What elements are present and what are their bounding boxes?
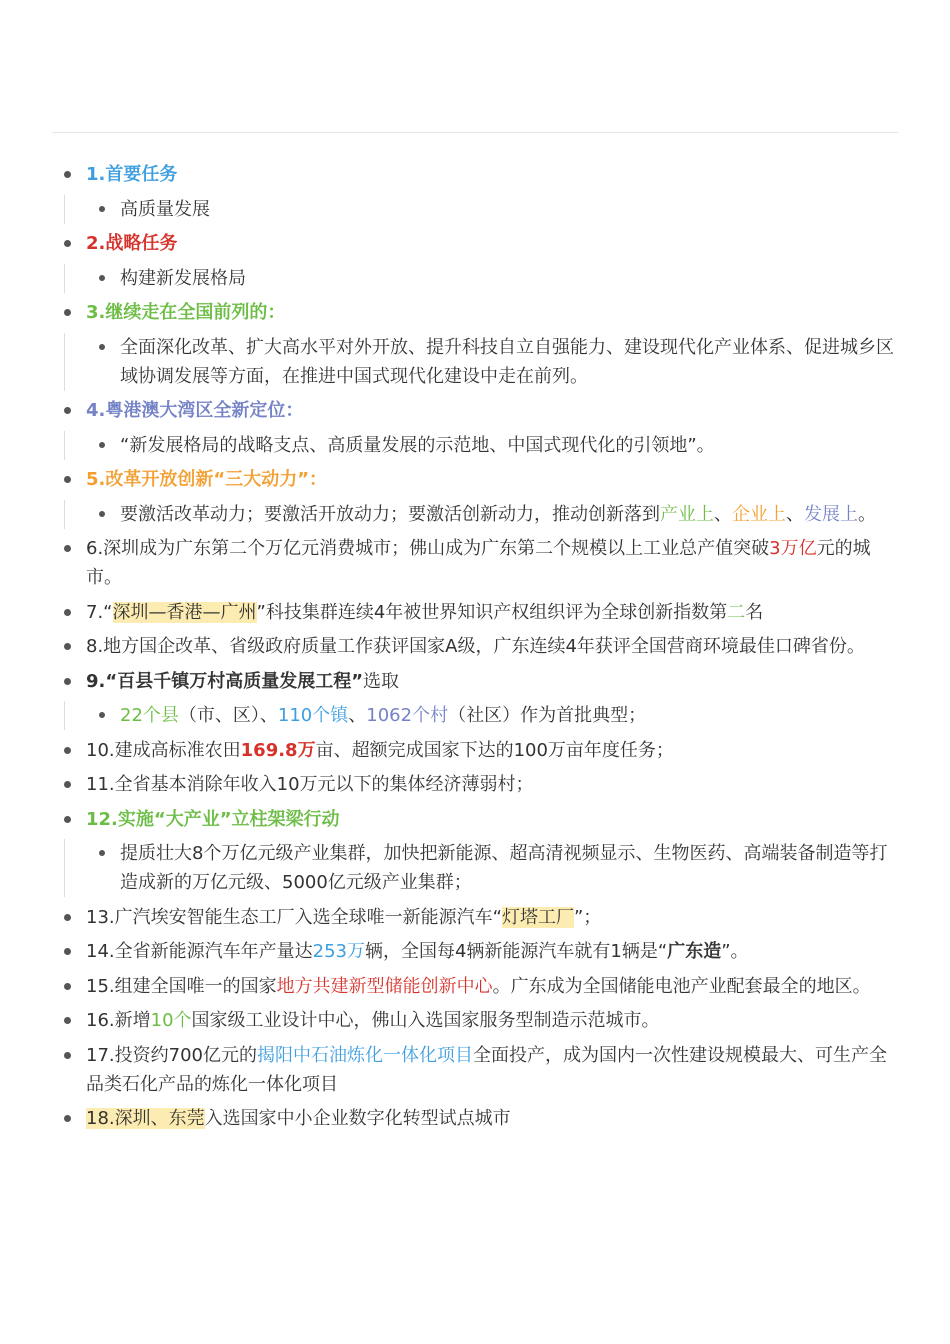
bullet-icon bbox=[64, 747, 71, 754]
separator-text: 、 bbox=[786, 503, 804, 525]
item-text: 7.“ bbox=[86, 601, 113, 623]
sub-item-text: 要激活改革动力；要激活开放动力；要激活创新动力，推动创新落到 bbox=[120, 503, 660, 525]
bullet-icon bbox=[64, 678, 71, 685]
item-text: 亩、超额完成国家下达的100万亩年度任务； bbox=[315, 739, 674, 761]
sub-item-text: 全面深化改革、扩大高水平对外开放、提升科技自立自强能力、建设现代化产业体系、促进城乡区域协调发展等方面，在推进中国式现代化建设中走在前列。 bbox=[120, 336, 894, 387]
bullet-icon bbox=[64, 545, 71, 552]
item-text: 11.全省基本消除年收入10万元以下的集体经济薄弱村； bbox=[86, 774, 534, 795]
sub-list-item bbox=[64, 701, 902, 730]
bullet-icon bbox=[64, 171, 71, 178]
highlight-rank: 二 bbox=[727, 601, 746, 623]
item-text: 辆，全国每4辆新能源汽车就有1辆是“ bbox=[364, 941, 668, 962]
bullet-icon bbox=[99, 344, 105, 350]
item-title: 4.粤港澳大湾区全新定位： bbox=[86, 400, 304, 421]
bullet-icon bbox=[64, 643, 71, 650]
sub-item-text: （市、区）、 bbox=[178, 705, 278, 726]
item-text: 。广东成为全国储能电池产业配套最全的地区。 bbox=[492, 975, 871, 997]
item-title: 9.“百县千镇万村高质量发展工程” bbox=[86, 670, 364, 692]
item-text: ”。 bbox=[721, 941, 749, 962]
highlight-value: 3万亿 bbox=[769, 538, 817, 559]
sub-list-item bbox=[64, 333, 902, 391]
highlight-lighthouse: 灯塔工厂 bbox=[501, 906, 574, 928]
item-text: 选取 bbox=[363, 670, 400, 692]
sub-item-text: 高质量发展 bbox=[120, 198, 210, 220]
item-text: 8.地方国企改革、省级政府质量工作获评国家A级，广东连续4年获评全国营商环境最佳口碑省份。 bbox=[86, 636, 865, 657]
bullet-icon bbox=[99, 511, 105, 517]
item-text: 14.全省新能源汽车年产量达 bbox=[86, 941, 313, 962]
item-text: 17.投资约700亿元的 bbox=[86, 1044, 257, 1066]
highlight-project: 揭阳中石油炼化一体化项目 bbox=[256, 1044, 473, 1066]
top-divider bbox=[52, 132, 898, 133]
bullet-icon bbox=[64, 914, 71, 921]
highlight-center: 地方共建新型储能创新中心 bbox=[276, 975, 493, 997]
sub-item-text: 构建新发展格局 bbox=[120, 267, 246, 289]
list-item bbox=[62, 298, 902, 327]
highlight-value: 10个 bbox=[150, 1010, 192, 1031]
item-title: 12.实施“大产业”立柱架梁行动 bbox=[86, 808, 340, 830]
list-item bbox=[62, 972, 902, 1001]
bullet-icon bbox=[64, 1052, 71, 1059]
highlight-industry: 产业上 bbox=[660, 503, 714, 525]
list-item bbox=[62, 229, 902, 258]
item-text: ”科技集群连续4年被世界知识产权组织评为全球创新指数第 bbox=[256, 601, 728, 623]
bullet-icon bbox=[99, 275, 105, 281]
bullet-icon bbox=[64, 309, 71, 316]
separator-text: 、 bbox=[348, 705, 367, 726]
item-text: 国家级工业设计中心，佛山入选国家服务型制造示范城市。 bbox=[191, 1010, 660, 1031]
item-title: 2.战略任务 bbox=[86, 233, 178, 254]
separator-text: 、 bbox=[714, 503, 732, 525]
item-title: 5.改革开放创新“三大动力”： bbox=[86, 469, 328, 490]
list-item bbox=[62, 1041, 902, 1099]
bullet-icon bbox=[64, 816, 71, 823]
bullet-icon bbox=[64, 407, 71, 414]
sub-item-text: （社区）作为首批典型； bbox=[448, 705, 647, 726]
period-text: 。 bbox=[858, 503, 876, 525]
sub-list-item bbox=[64, 839, 902, 897]
bullet-icon bbox=[99, 850, 105, 856]
item-text: 全面投产，成为国内一次性建设规模最大、可生产全品类石化产品的炼化一体化项目 bbox=[86, 1044, 887, 1095]
bullet-icon bbox=[64, 609, 71, 616]
sub-item-text: 提质壮大8个万亿元级产业集群，加快把新能源、超高清视频显示、生物医药、高端装备制造等打造成新的万亿元级、5000亿元级产业集群； bbox=[120, 843, 888, 893]
item-text: 元的城市。 bbox=[86, 538, 871, 588]
item-text: 入选国家中小企业数字化转型试点城市 bbox=[204, 1108, 511, 1129]
item-text: 6.深圳成为广东第二个万亿元消费城市；佛山成为广东第二个规模以上工业总产值突破 bbox=[86, 538, 770, 559]
bullet-icon bbox=[99, 206, 105, 212]
highlight-value: 253万 bbox=[312, 941, 365, 962]
bullet-icon bbox=[64, 240, 71, 247]
list-item bbox=[62, 598, 902, 627]
item-text: 13.广汽埃安智能生态工厂入选全球唯一新能源汽车“ bbox=[86, 906, 502, 928]
highlight-cities: 18.深圳、东莞 bbox=[86, 1108, 205, 1129]
item-text: 15.组建全国唯一的国家 bbox=[86, 975, 277, 997]
sub-item-text: “新发展格局的战略支点、高质量发展的示范地、中国式现代化的引领地”。 bbox=[120, 434, 715, 456]
sub-list-item bbox=[64, 195, 902, 224]
item-text: 16.新增 bbox=[86, 1010, 151, 1031]
highlight-cluster: 深圳—香港—广州 bbox=[112, 601, 257, 623]
bullet-icon bbox=[99, 712, 105, 718]
highlight-enterprise: 企业上 bbox=[732, 503, 786, 525]
list-item bbox=[62, 770, 902, 799]
highlight-value: 169.8万 bbox=[240, 739, 316, 761]
sub-list-item bbox=[64, 264, 902, 293]
highlight-made-in-guangdong: 广东造 bbox=[667, 941, 722, 962]
list-item bbox=[62, 903, 902, 932]
item-title: 3.继续走在全国前列的： bbox=[86, 302, 286, 323]
bullet-icon bbox=[64, 1115, 71, 1122]
highlight-villages: 1062个村 bbox=[366, 705, 449, 726]
item-text: 10.建成高标准农田 bbox=[86, 739, 241, 761]
list-item bbox=[62, 805, 902, 834]
highlight-development: 发展上 bbox=[804, 503, 858, 525]
list-item bbox=[62, 937, 902, 966]
item-title: 1.首要任务 bbox=[86, 164, 178, 185]
sub-list-item bbox=[64, 431, 902, 460]
list-item bbox=[62, 1006, 902, 1035]
highlight-counties: 22个县 bbox=[120, 705, 179, 726]
outline-list bbox=[62, 160, 902, 1139]
bullet-icon bbox=[64, 948, 71, 955]
list-item bbox=[62, 736, 902, 765]
bullet-icon bbox=[64, 983, 71, 990]
bullet-icon bbox=[64, 1017, 71, 1024]
item-text: 名 bbox=[745, 601, 764, 623]
list-item bbox=[62, 396, 902, 425]
list-item bbox=[62, 160, 902, 189]
list-item bbox=[62, 632, 902, 661]
list-item bbox=[62, 667, 902, 696]
bullet-icon bbox=[64, 476, 71, 483]
list-item bbox=[62, 534, 902, 592]
bullet-icon bbox=[64, 781, 71, 788]
list-item bbox=[62, 465, 902, 494]
list-item bbox=[62, 1104, 902, 1133]
sub-list-item bbox=[64, 500, 902, 529]
item-text: ”； bbox=[573, 906, 602, 928]
highlight-towns: 110个镇 bbox=[277, 705, 349, 726]
bullet-icon bbox=[99, 442, 105, 448]
